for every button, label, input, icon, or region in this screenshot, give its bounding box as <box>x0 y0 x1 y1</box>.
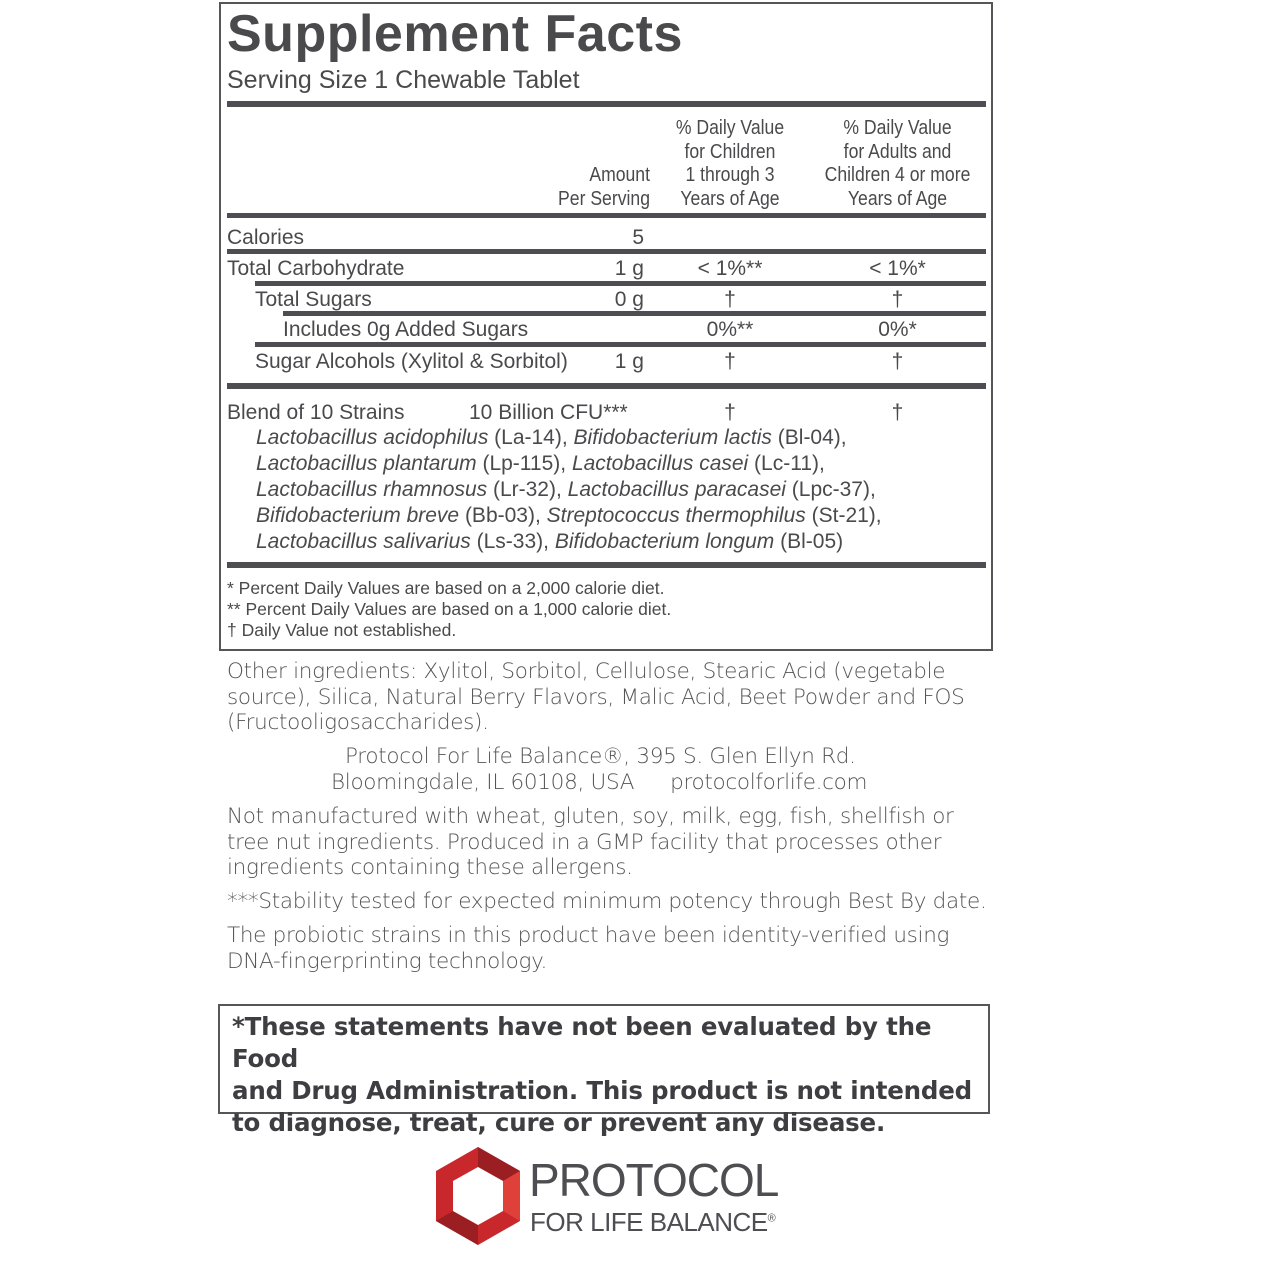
row-added-sugars-label: Includes 0g Added Sugars <box>283 318 529 341</box>
hexagon-logo-icon <box>433 1145 523 1247</box>
row-carb-dv-children: < 1%** <box>697 257 763 280</box>
header-amount: Amount Per Serving <box>558 164 650 210</box>
row-added-dv-adults: 0%* <box>878 318 917 341</box>
dna-note: The probiotic strains in this product have been identity-verified using DNA-fingerprinting technology. <box>227 923 950 974</box>
row-sugar-alcohols-dv-adults: † <box>891 350 904 373</box>
row-sugars-label: Total Sugars <box>255 288 372 311</box>
divider <box>227 101 986 107</box>
row-sugar-alcohols-dv-children: † <box>724 350 736 373</box>
blend-dv-adults: † <box>891 401 904 424</box>
row-added-dv-children: 0%** <box>706 318 754 341</box>
header-adults-dv: % Daily Value for Adults and Children 4 or more Years of Age <box>824 117 971 210</box>
row-sugars-dv-adults: † <box>891 288 904 311</box>
blend-amount: 10 Billion CFU*** <box>469 401 628 424</box>
row-sugar-alcohols-amount: 1 g <box>614 350 644 373</box>
strain-line: Bifidobacterium breve (Bb-03), Streptococcus thermophilus (St-21), <box>256 504 882 527</box>
blend-dv-children: † <box>724 401 736 424</box>
row-sugar-alcohols-label: Sugar Alcohols (Xylitol & Sorbitol) <box>255 350 568 373</box>
strain-line: Lactobacillus plantarum (Lp-115), Lactobacillus casei (Lc-11), <box>256 452 825 475</box>
address: Protocol For Life Balance®, 395 S. Glen Ellyn Rd. Bloomingdale, IL 60108, USA protocolforlife.com <box>331 744 868 795</box>
divider <box>227 249 986 254</box>
footnotes: * Percent Daily Values are based on a 2,000 calorie diet. ** Percent Daily Values are based on a 1,000 calorie diet. † Daily Value not established. <box>227 578 672 640</box>
row-carb-amount: 1 g <box>614 257 644 280</box>
blend-label: Blend of 10 Strains <box>227 401 405 424</box>
header-children-dv: % Daily Value for Children 1 through 3 Years of Age <box>675 117 785 210</box>
fda-disclaimer: *These statements have not been evaluated by the Food and Drug Administration. This product is not intended to diagnose, treat, cure or prevent any disease. <box>218 1004 990 1114</box>
serving-size: Serving Size 1 Chewable Tablet <box>227 66 580 94</box>
strain-line: Lactobacillus rhamnosus (Lr-32), Lactobacillus paracasei (Lpc-37), <box>256 478 876 501</box>
stability-note: ***Stability tested for expected minimum potency through Best By date. <box>227 889 987 914</box>
divider <box>227 383 986 389</box>
divider <box>255 281 986 286</box>
panel-title: Supplement Facts <box>227 5 683 63</box>
row-calories-amount: 5 <box>632 226 644 249</box>
divider <box>227 562 986 568</box>
divider <box>255 342 986 347</box>
row-carb-dv-adults: < 1%* <box>869 257 926 280</box>
divider <box>283 311 986 316</box>
logo-protocol: PROTOCOL <box>529 1154 779 1206</box>
divider <box>227 213 986 218</box>
row-sugars-amount: 0 g <box>614 288 644 311</box>
brand-logo <box>433 1145 793 1250</box>
allergen-statement: Not manufactured with wheat, gluten, soy, milk, egg, fish, shellfish or tree nut ingredients. Produced in a GMP facility that processes other ingredients containing these allergens. <box>227 804 954 880</box>
strain-line: Lactobacillus acidophilus (La-14), Bifidobacterium lactis (Bl-04), <box>256 426 847 449</box>
strain-line: Lactobacillus salivarius (Ls-33), Bifidobacterium longum (Bl-05) <box>256 530 844 553</box>
logo-tagline: FOR LIFE BALANCE® <box>530 1207 776 1237</box>
strain-list <box>256 425 882 555</box>
other-ingredients: Other ingredients: Xylitol, Sorbitol, Cellulose, Stearic Acid (vegetable source), Silica, Natural Berry Flavors, Malic Acid, Beet Powder and FOS (Fructooligosaccharides). <box>227 659 965 735</box>
row-carb-label: Total Carbohydrate <box>227 257 405 280</box>
row-calories-label: Calories <box>227 226 305 249</box>
row-sugars-dv-children: † <box>724 288 736 311</box>
